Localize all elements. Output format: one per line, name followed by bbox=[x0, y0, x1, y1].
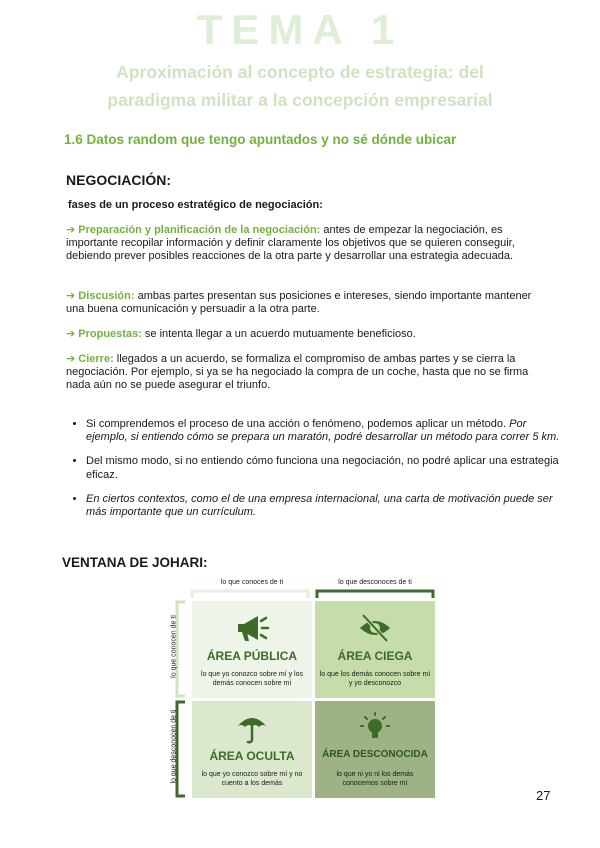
fases-subheading: fases de un proceso estratégico de negociación: bbox=[68, 199, 323, 211]
quadrant-description: lo que ni yo ni los demás conocemos sobre mí bbox=[336, 771, 414, 787]
bullet-text: Del mismo modo, si no entiendo cómo funciona una negociación, no podré aplicar una estrategia eficaz. bbox=[86, 455, 559, 481]
quadrant-title: ÁREA OCULTA bbox=[209, 749, 295, 763]
phase-paragraph bbox=[66, 353, 544, 393]
quadrant-title: ÁREA CIEGA bbox=[337, 649, 413, 663]
phase-paragraph bbox=[66, 290, 544, 316]
quadrant-description: lo que los demás conocen sobre mí y yo desconozco bbox=[319, 671, 431, 687]
column-label: lo que desconoces de ti bbox=[338, 579, 412, 586]
quadrant-ciega bbox=[315, 601, 435, 698]
section-title: 1.6 Datos random que tengo apuntados y no sé dónde ubicar bbox=[64, 132, 457, 147]
negociacion-heading: NEGOCIACIÓN: bbox=[66, 172, 171, 188]
bullet-text: Si comprendemos el proceso de una acción o fenómeno, podemos aplicar un método. bbox=[86, 418, 510, 430]
megaphone-icon bbox=[234, 611, 270, 645]
page-number: 27 bbox=[536, 788, 551, 803]
bullet-italic: En ciertos contextos, como el de una empresa internacional, una carta de motivación puede ser más importante que un currículum. bbox=[86, 492, 553, 519]
phase-label: ➔ Cierre: bbox=[66, 353, 114, 365]
bullet-item bbox=[86, 418, 566, 444]
column-label: lo que conoces de ti bbox=[220, 579, 284, 586]
quadrant-publica bbox=[192, 601, 312, 698]
quadrant-title: ÁREA DESCONOCIDA bbox=[322, 749, 428, 760]
phase-paragraph bbox=[66, 328, 544, 341]
bullet-item bbox=[86, 455, 566, 481]
quadrant-description: lo que yo conozco sobre mí y los demás conocen sobre mí bbox=[201, 671, 303, 687]
phase-text: se intenta llegar a un acuerdo mutuamente beneficioso. bbox=[141, 328, 416, 340]
bullet-list bbox=[66, 418, 566, 519]
phase-text: ambas partes presentan sus posiciones e intereses, siendo importante mantener una buena comunicación y persuadir a la otra parte. bbox=[66, 290, 532, 316]
phase-paragraph bbox=[66, 224, 544, 264]
phase-text: llegados a un acuerdo, se formaliza el compromiso de ambas partes y se cierra la negociación. Por ejemplo, si ya se ha negociado la compra de un coche, hasta que no se firma nada aún no se puede asegurar el triunfo. bbox=[66, 353, 529, 392]
bullet-item bbox=[86, 493, 566, 519]
johari-heading: VENTANA DE JOHARI: bbox=[62, 555, 208, 570]
phase-label: ➔ Discusión: bbox=[66, 290, 135, 302]
umbrella-icon bbox=[234, 711, 270, 745]
quadrant-title: ÁREA PÚBLICA bbox=[206, 649, 298, 663]
quadrant-description: lo que yo conozco sobre mí y no cuento a los demás bbox=[201, 771, 303, 787]
row-label: lo que conocen de ti bbox=[170, 615, 178, 678]
subtitle-line-1: Aproximación al concepto de estrategia: del bbox=[116, 62, 484, 82]
row-label: lo que desconocen de ti bbox=[170, 709, 178, 784]
eye-slash-icon bbox=[357, 611, 393, 645]
column-brackets bbox=[188, 586, 438, 600]
page-title: TEMA 1 bbox=[196, 6, 404, 53]
lightbulb-icon bbox=[357, 711, 393, 745]
phase-label: ➔ Propuestas: bbox=[66, 328, 142, 340]
quadrant-desconocida bbox=[315, 701, 435, 798]
phase-label: ➔ Preparación y planificación de la negociación: bbox=[66, 224, 321, 236]
quadrant-oculta bbox=[192, 701, 312, 798]
bullet-italic: Por ejemplo, si entiendo cómo se prepara un maratón, podré desarrollar un método para correr 5 km. bbox=[86, 418, 560, 444]
phase-text: antes de empezar la negociación, es importante recopilar información y definir claramente los objetivos que se quieren conseguir, debiendo prever posibles reacciones de la otra parte y desarrollar una estrategia adecuada. bbox=[66, 224, 515, 263]
subtitle-line-2: paradigma militar a la concepción empresarial bbox=[107, 90, 493, 110]
